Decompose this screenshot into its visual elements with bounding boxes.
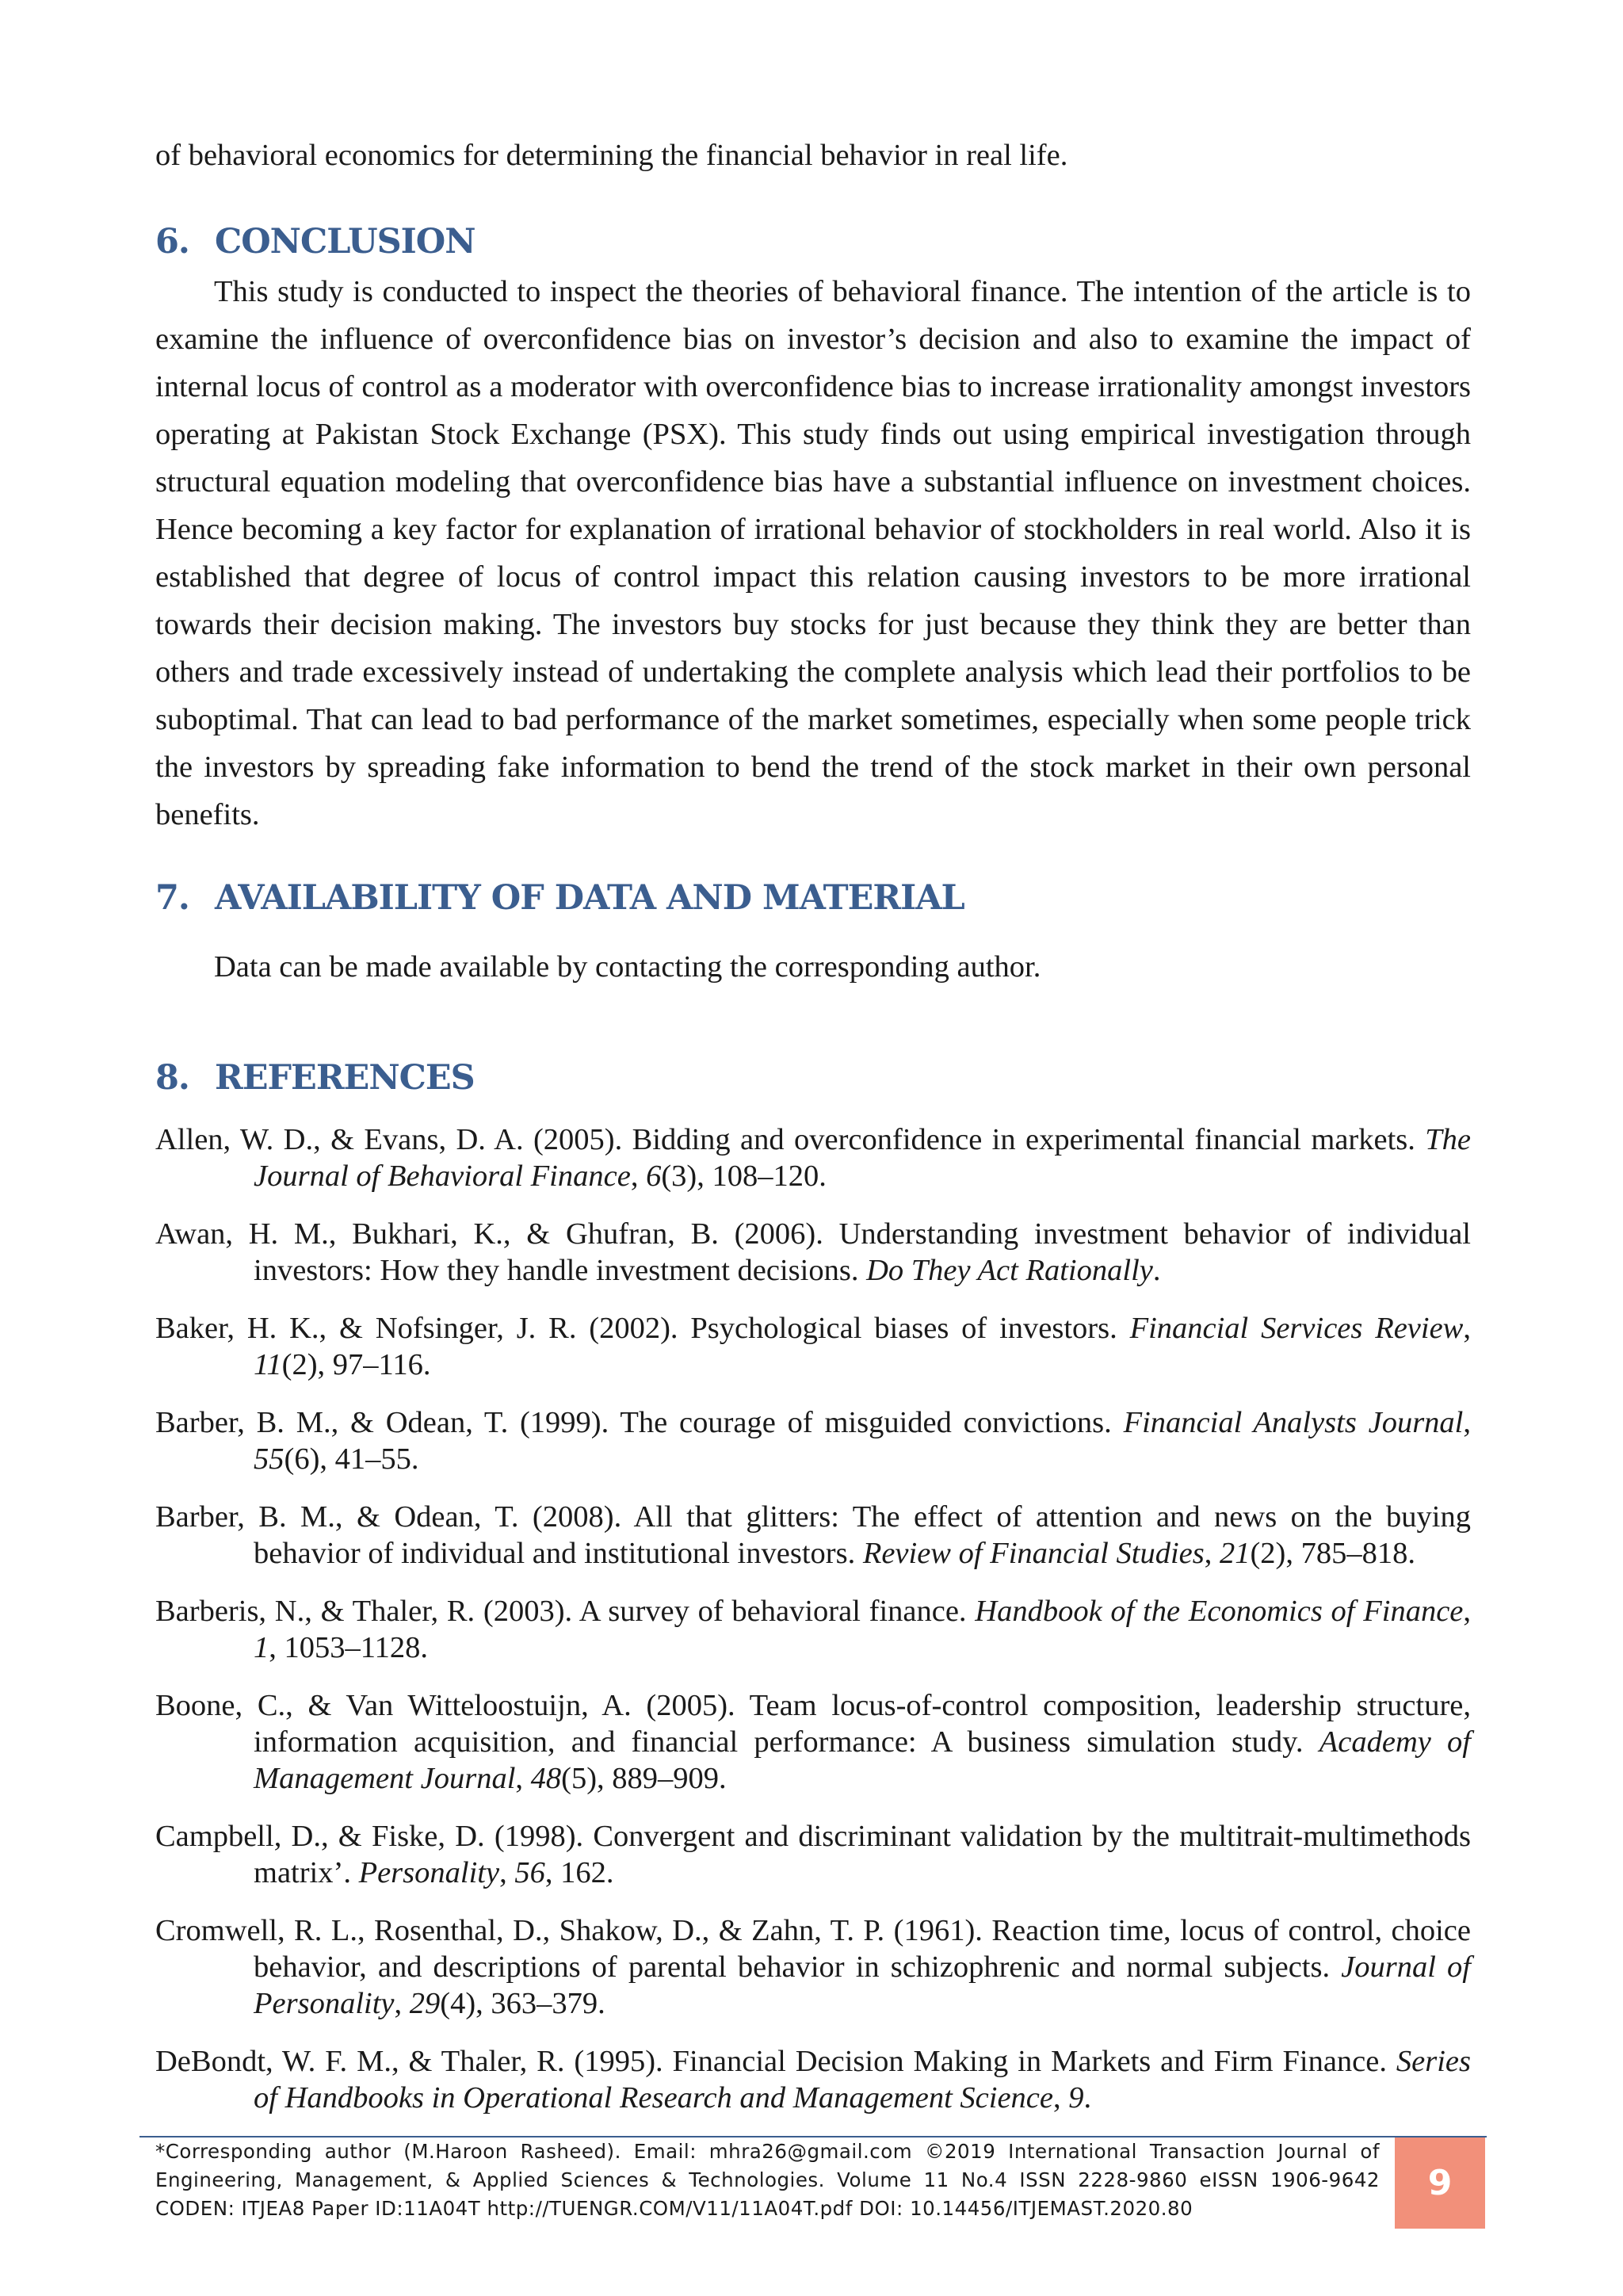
- reference-main: Cromwell, R. L., Rosenthal, D., Shakow, D., & Zahn, T. P. (1961). Reaction time, locus of control, choice behavior, and descriptions of parental behavior in schizophrenic and normal subjects.: [155, 1914, 1471, 1984]
- reference-journal: Personality: [358, 1856, 500, 1889]
- reference-rest: (2), 97–116.: [281, 1348, 431, 1381]
- reference-journal: Financial Analysts Journal: [1123, 1406, 1464, 1439]
- reference-journal: Academy of Management Journal: [254, 1725, 1471, 1795]
- reference-rest: , 1053–1128.: [269, 1631, 428, 1664]
- reference-volume: 1: [254, 1631, 269, 1664]
- reference-sep: ,: [1463, 1312, 1471, 1345]
- reference-volume: 6: [646, 1159, 662, 1193]
- reference-volume: 21: [1219, 1537, 1251, 1570]
- reference-item: [155, 1687, 1471, 1797]
- reference-item: [155, 1499, 1471, 1572]
- reference-rest: .: [1083, 2081, 1092, 2115]
- reference-journal: Handbook of the Economics of Finance: [975, 1595, 1464, 1628]
- reference-sep: ,: [1463, 1595, 1471, 1628]
- reference-journal: Review of Financial Studies: [862, 1537, 1205, 1570]
- reference-main: DeBondt, W. F. M., & Thaler, R. (1995). Financial Decision Making in Markets and Firm Finance.: [155, 2045, 1396, 2078]
- reference-item: [155, 1912, 1471, 2022]
- section-number: 8.: [155, 1058, 189, 1098]
- reference-volume: 55: [254, 1442, 285, 1476]
- reference-rest: (5), 889–909.: [561, 1762, 727, 1795]
- reference-main: Barberis, N., & Thaler, R. (2003). A survey of behavioral finance.: [155, 1595, 976, 1628]
- reference-item: [155, 1121, 1471, 1194]
- section-number: 7.: [155, 878, 189, 918]
- reference-item: [155, 1593, 1471, 1666]
- reference-sep: ,: [515, 1762, 531, 1795]
- conclusion-paragraph: This study is conducted to inspect the theories of behavioral finance. The intention of the article is to examine the influence of overconfidence bias on investor’s decision and also to examine the impact of internal locus of control as a moderator with overconfidence bias to increase irrationality amongst investors operating at Pakistan Stock Exchange (PSX). This study finds out using empirical investigation through structural equation modeling that overconfidence bias have a substantial influence on investment choices. Hence becoming a key factor for explanation of irrational behavior of stockholders in real world. Also it is established that degree of locus of control impact this relation causing investors to be more irrational towards their decision making. The investors buy stocks for just because they think they are better than others and trade excessively instead of undertaking the complete analysis which lead their portfolios to be suboptimal. That can lead to bad performance of the market sometimes, especially when some people trick the investors by spreading fake information to bend the trend of the stock market in their own personal benefits.: [155, 275, 1471, 831]
- reference-journal: Do They Act Rationally: [866, 1254, 1153, 1287]
- section-heading-availability: [155, 878, 964, 918]
- lead-paragraph: of behavioral economics for determining the financial behavior in real life.: [155, 139, 1068, 172]
- reference-rest: .: [1152, 1254, 1161, 1287]
- reference-volume: 29: [409, 1987, 441, 2020]
- footer-citation: *Corresponding author (M.Haroon Rasheed). Email: mhra26@gmail.com ©2019 International Transaction Journal of Engineering, Management, & Applied Sciences & Technologies. Volume 11 No.4 ISSN 2228-9860 eISSN 1906-9642 CODEN: ITJEA8 Paper ID:11A04T http://TUENGR.COM/V11/11A04T.pdf DOI: 10.14456/ITJEMAST.2020.80: [155, 2140, 1380, 2220]
- reference-volume: 9: [1068, 2081, 1084, 2115]
- reference-volume: 48: [530, 1762, 562, 1795]
- reference-rest: (4), 363–379.: [440, 1987, 605, 2020]
- reference-volume: 11: [254, 1348, 282, 1381]
- availability-paragraph: Data can be made available by contacting the corresponding author.: [214, 950, 1041, 984]
- reference-main: Baker, H. K., & Nofsinger, J. R. (2002). Psychological biases of investors.: [155, 1312, 1130, 1345]
- section-heading-references: [155, 1058, 475, 1098]
- reference-journal: Financial Services Review: [1129, 1312, 1464, 1345]
- section-title: AVAILABILITY OF DATA AND MATERIAL: [215, 878, 964, 918]
- section-heading-conclusion: [155, 222, 475, 262]
- reference-sep: ,: [499, 1856, 515, 1889]
- reference-list: [155, 1121, 1471, 2137]
- reference-sep: ,: [1463, 1406, 1472, 1439]
- reference-sep: ,: [1204, 1537, 1220, 1570]
- reference-main: Awan, H. M., Bukhari, K., & Ghufran, B. (2006). Understanding investment behavior of individual investors: How they handle investment decisions.: [155, 1217, 1471, 1287]
- reference-item: [155, 1216, 1471, 1289]
- reference-rest: (6), 41–55.: [284, 1442, 419, 1476]
- reference-sep: ,: [630, 1159, 647, 1193]
- reference-main: Boone, C., & Van Witteloostuijn, A. (2005). Team locus-of-control composition, leadership structure, information acquisition, and financial performance: A business simulation study.: [155, 1689, 1471, 1759]
- reference-main: Allen, W. D., & Evans, D. A. (2005). Bidding and overconfidence in experimental financial markets.: [155, 1123, 1426, 1156]
- reference-sep: ,: [394, 1987, 410, 2020]
- reference-main: Campbell, D., & Fiske, D. (1998). Convergent and discriminant validation by the multitrait-multimethods matrix’.: [155, 1820, 1471, 1889]
- reference-journal: The Journal of Behavioral Finance: [254, 1123, 1471, 1193]
- reference-journal: Journal of Personality: [254, 1950, 1471, 2020]
- reference-main: Barber, B. M., & Odean, T. (2008). All that glitters: The effect of attention and news on the buying behavior of individual and institutional investors.: [155, 1500, 1471, 1570]
- reference-rest: (3), 108–120.: [661, 1159, 827, 1193]
- section-title: CONCLUSION: [215, 222, 475, 262]
- reference-item: [155, 1818, 1471, 1891]
- reference-volume: 56: [514, 1856, 545, 1889]
- reference-journal: Series of Handbooks in Operational Research and Management Science: [254, 2045, 1471, 2115]
- page-number-badge: 9: [1395, 2137, 1485, 2229]
- section-title: REFERENCES: [215, 1058, 475, 1098]
- section-number: 6.: [155, 222, 189, 262]
- reference-rest: , 162.: [544, 1856, 614, 1889]
- reference-sep: ,: [1052, 2081, 1069, 2115]
- reference-item: [155, 2043, 1471, 2116]
- reference-item: [155, 1404, 1471, 1477]
- reference-item: [155, 1310, 1471, 1383]
- reference-rest: (2), 785–818.: [1250, 1537, 1415, 1570]
- reference-main: Barber, B. M., & Odean, T. (1999). The courage of misguided convictions.: [155, 1406, 1124, 1439]
